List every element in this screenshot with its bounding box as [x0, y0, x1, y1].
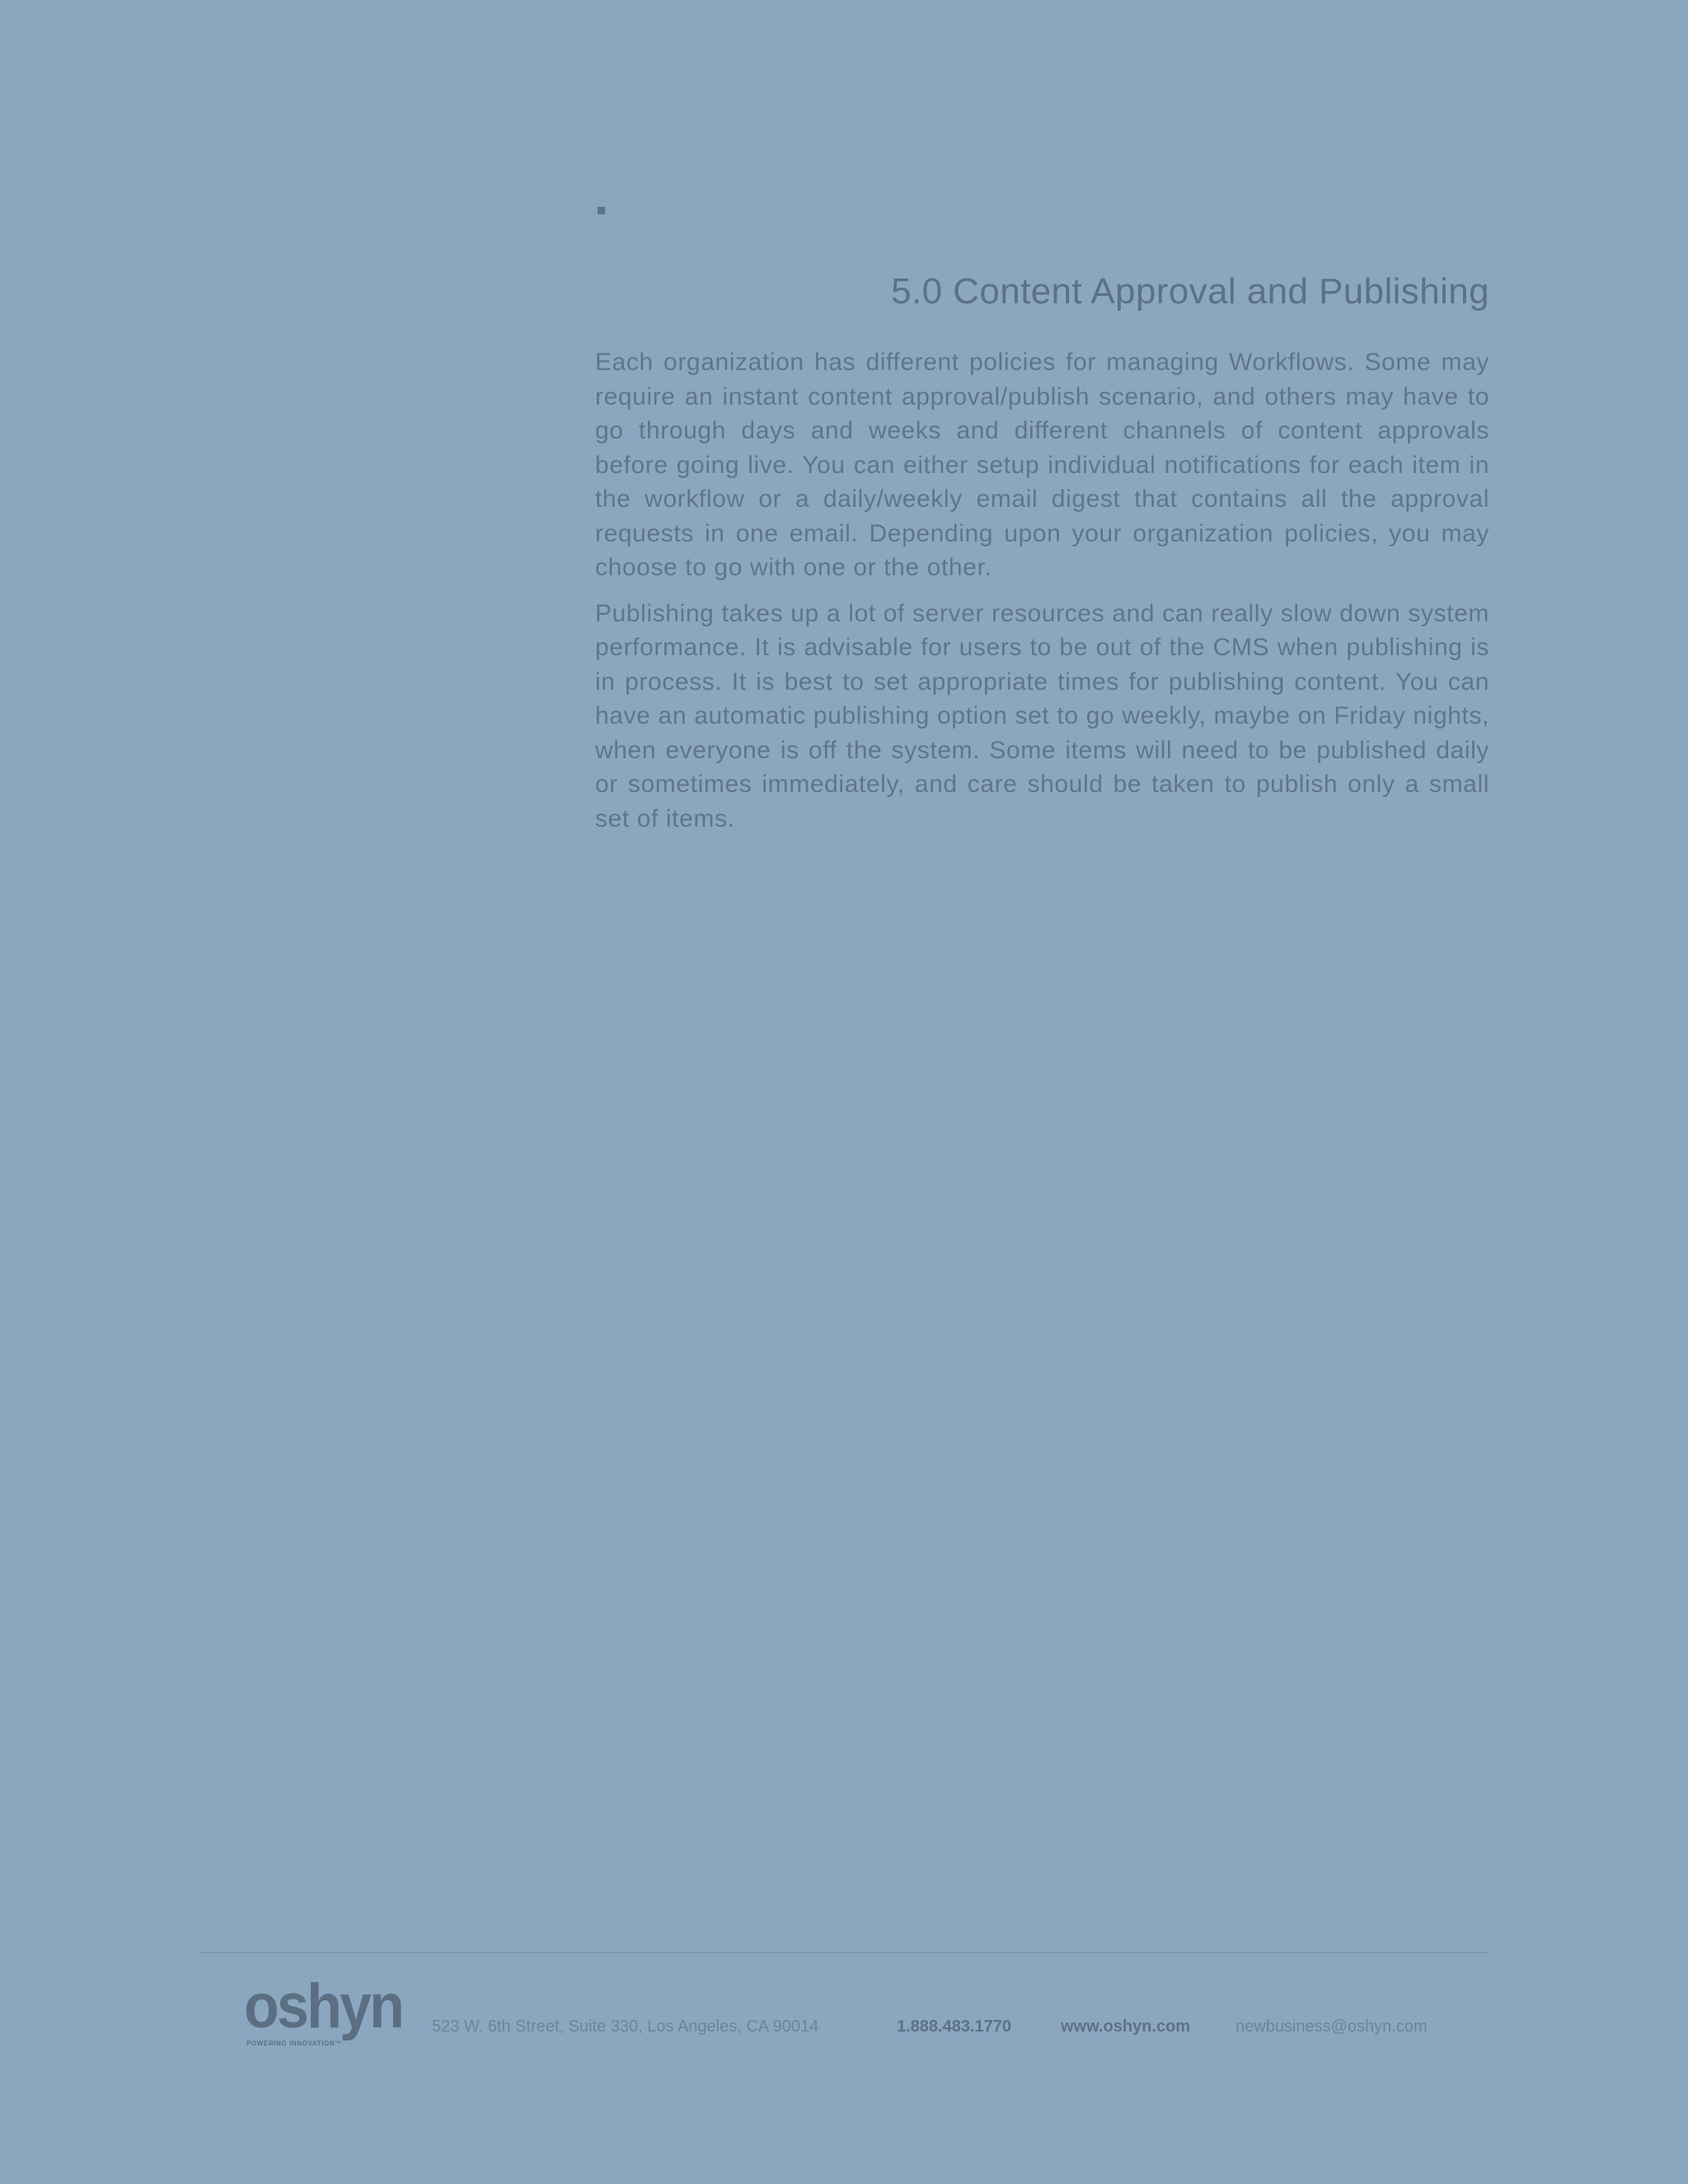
footer-divider: [201, 1952, 1488, 1953]
oshyn-logo: [244, 1971, 403, 2051]
section-content: [595, 268, 1489, 847]
footer-phone: 1.888.483.1770: [897, 2018, 1012, 2036]
bullet-marker: [598, 207, 605, 214]
logo-tagline: POWERING INNOVATION™: [246, 2040, 342, 2047]
logo-wordmark: oshyn: [244, 1971, 403, 2041]
footer-website-link[interactable]: www.oshyn.com: [1061, 2018, 1191, 2036]
paragraph-publishing: Publishing takes up a lot of server resources and can really slow down system performance. It is advisable for users to be out of the CMS when publishing is in process. It is best to set appropriate times for publishing content. You can have an automatic publishing option set to go weekly, maybe on Friday nights, when everyone is off the system. Some items will need to be published daily or sometimes immediately, and care should be taken to publish only a small set of items.: [595, 599, 1489, 832]
section-heading: 5.0 Content Approval and Publishing: [891, 271, 1489, 312]
footer-address: 523 W. 6th Street, Suite 330, Los Angeles, CA 90014: [432, 2018, 819, 2036]
footer: [244, 1971, 1497, 2056]
paragraph-workflows: Each organization has different policies for managing Workflows. Some may require an instant content approval/publish scenario, and others may have to go through days and weeks and different channels of content approvals before going live. You can either setup individual notifications for each item in the workflow or a daily/weekly email digest that contains all the approval requests in one email. Depending upon your organization policies, you may choose to go with one or the other.: [595, 349, 1489, 581]
footer-email-link[interactable]: newbusiness@oshyn.com: [1236, 2018, 1428, 2036]
